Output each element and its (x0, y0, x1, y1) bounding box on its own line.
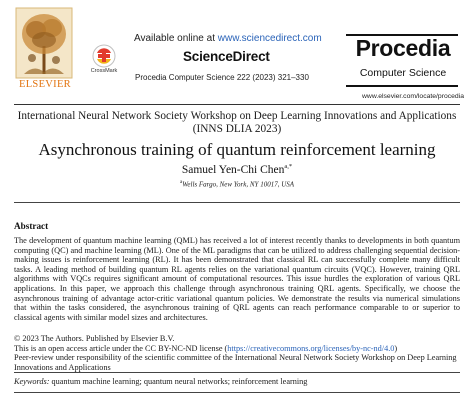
license-prefix: This is an open access article under the CC BY-NC-ND license ( (14, 343, 228, 353)
crossmark-label: CrossMark (90, 68, 118, 74)
author-name: Samuel Yen-Chi Chen (181, 163, 285, 176)
license-block (14, 334, 460, 372)
affiliation-mark: a (179, 180, 183, 185)
keywords-line (14, 377, 460, 386)
paper-title: Asynchronous training of quantum reinforcement learning (38, 140, 436, 159)
author-line (14, 163, 460, 176)
affiliation-line (14, 180, 460, 188)
procedia-logo-word: Procedia (355, 35, 451, 61)
available-online (134, 33, 322, 44)
keywords: quantum machine learning; quantum neural networks; reinforcement learning (49, 377, 308, 386)
sciencedirect-link[interactable]: www.sciencedirect.com (217, 33, 322, 44)
conference-line-2: (INNS DLIA 2023) (192, 123, 282, 135)
license-link[interactable]: https://creativecommons.org/licenses/by-nc-nd/4.0 (227, 343, 395, 353)
keywords-top-divider (14, 372, 460, 373)
header-divider (14, 104, 460, 105)
license-line (14, 344, 460, 354)
keywords-bottom-divider (14, 392, 460, 393)
sciencedirect-logo: ScienceDirect (183, 49, 270, 64)
conference-name (14, 110, 460, 136)
keywords-label: Keywords: (14, 377, 50, 386)
elsevier-wordmark: ELSEVIER (19, 79, 71, 90)
license-suffix: ) (394, 343, 398, 353)
journal-reference: Procedia Computer Science 222 (2023) 321–330 (135, 73, 309, 82)
author-marks: a,* (284, 163, 293, 170)
available-prefix: Available online at (134, 33, 218, 44)
abstract-top-divider (14, 202, 460, 203)
journal-url[interactable]: www.elsevier.com/locate/procedia (362, 93, 464, 100)
copyright-line: © 2023 The Authors. Published by Elsevier B.V. (14, 334, 175, 343)
abstract-text: The development of quantum machine learning (QML) has received a lot of interest recently thanks to developments in both quantum computing (QC) and machine learning (ML). One of the ML paradigms that can be utilized to address challenging sequential decision-making issues is reinforcement learning (RL). It has been demonstrated that classical RL can successfully complete many difficult tasks. A leading method of building quantum RL agents relies on the variational quantum circuits (VQC). However, training QRL algorithms with VQCs requires significant amount of computational resources. This issue hurdles the exploration of various QRL applications. In this paper, we approach this challenge through asynchronous training QRL agents. Specifically, we choose the asynchronous training of advantage actor-critic variational quantum policies. We demonstrate the results via numerical simulations that within the tasks considered, the asynchronous training of QRL agents can reach performance comparable to or superior to classical agents with similar model sizes and architectures. (14, 236, 460, 322)
conference-line-1: International Neural Network Society Workshop on Deep Learning Innovations and Applications (17, 110, 457, 122)
abstract-heading: Abstract (14, 221, 49, 231)
procedia-logo-sub: Computer Science (359, 67, 447, 79)
crossmark-icon[interactable] (92, 44, 116, 68)
affiliation: Wells Fargo, New York, NY 10017, USA (182, 180, 295, 189)
peer-review-line: Peer-review under responsibility of the scientific committee of the International Neural Network Society Workshop on Deep Learning Innovations and Applications (14, 353, 457, 372)
